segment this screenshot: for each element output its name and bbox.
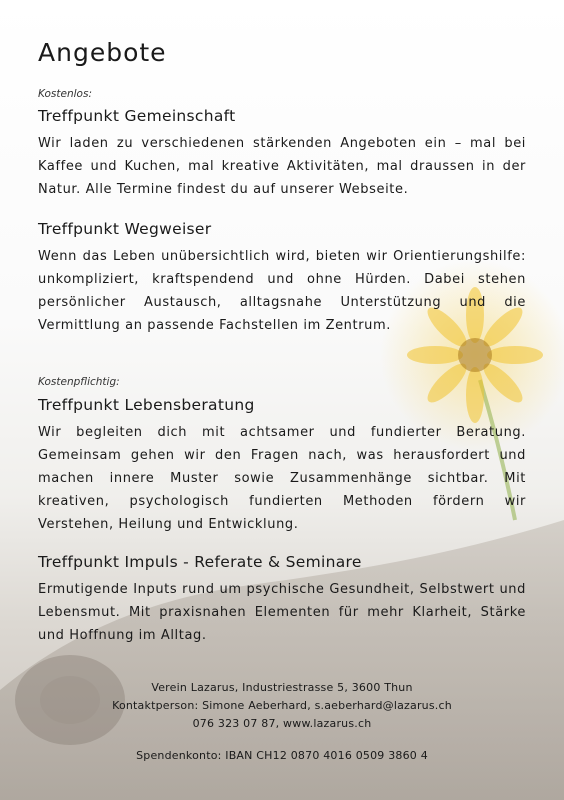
section-text-gemeinschaft: Wir laden zu verschiedenen stärkenden Angeboten ein – mal bei Kaffee und Kuchen, mal kreative Aktivitäten, mal draussen in der Natur. Alle Termine findest du auf unserer Webseite.	[38, 136, 526, 197]
footer-contact: Kontaktperson: Simone Aeberhard, s.aeberhard@lazarus.ch	[112, 699, 452, 712]
section-text-lebensberatung: Wir begleiten dich mit achtsamer und fundierter Beratung. Gemeinsam gehen wir den Fragen nach, was herausfordert und machen innere Muster sowie Zusammenhänge sichtbar. Mit kreativen, psychologisch fundierten Methoden fördern wir Verstehen, Heilung und Entwicklung.	[38, 425, 526, 532]
section-text-wegweiser: Wenn das Leben unübersichtlich wird, bieten wir Orientierungshilfe: unkompliziert, kraftspendend und ohne Hürden. Dabei stehen persönlicher Austausch, alltagsnahe Unterstützung und die Vermittlung an passende Fachstellen im Zentrum.	[38, 249, 526, 333]
section-heading-lebensberatung: Treffpunkt Lebensberatung	[38, 396, 255, 414]
footer-donation-account: Spendenkonto: IBAN CH12 0870 4016 0509 3860 4	[136, 749, 428, 762]
section-heading-wegweiser: Treffpunkt Wegweiser	[38, 220, 212, 238]
footer-phone-web: 076 323 07 87, www.lazarus.ch	[192, 717, 372, 730]
footer-address: Verein Lazarus, Industriestrasse 5, 3600 Thun	[151, 681, 413, 694]
page-title: Angebote	[38, 38, 167, 67]
section-heading-gemeinschaft: Treffpunkt Gemeinschaft	[38, 107, 236, 125]
category-label-free: Kostenlos:	[38, 88, 92, 100]
section-heading-impuls: Treffpunkt Impuls - Referate & Seminare	[38, 553, 362, 571]
category-label-paid: Kostenpflichtig:	[38, 376, 120, 388]
section-text-impuls: Ermutigende Inputs rund um psychische Gesundheit, Selbstwert und Lebensmut. Mit praxisnahen Elementen für mehr Klarheit, Stärke und Hoffnung im Alltag.	[38, 582, 526, 643]
